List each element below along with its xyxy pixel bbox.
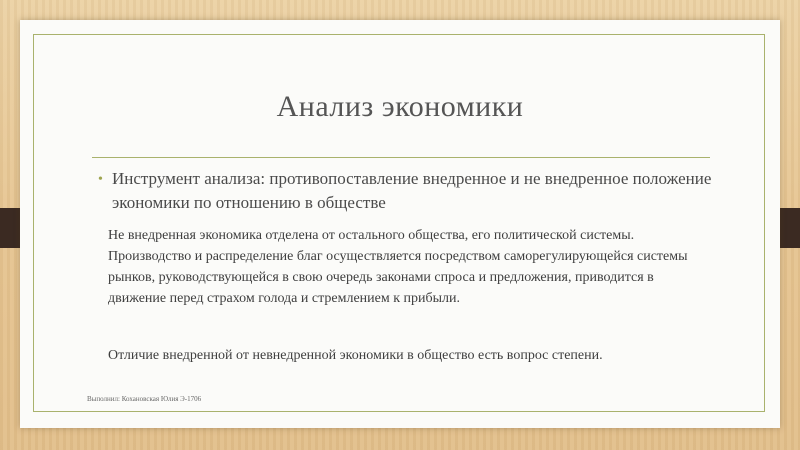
paragraph-1: Не внедренная экономика отделена от остального общества, его политической системы. Производство и распределение благ осуществляется посредством саморегулирующейся системы рынков, руководствующейся в свою очередь законами спроса и предложения, приводится в движение перед страхом голода и стремлением к прибыли. bbox=[108, 228, 688, 306]
bullet-item bbox=[98, 167, 738, 215]
paragraph-2: Отличие внедренной от невнедренной экономики в общество есть вопрос степени. bbox=[108, 348, 603, 363]
bullet-text: Инструмент анализа: противопоставление внедренное и не внедренное положение экономики по отношению в обществе bbox=[112, 169, 712, 212]
bullet-icon: • bbox=[98, 172, 103, 187]
slide bbox=[20, 20, 780, 428]
slide-title: Анализ экономики bbox=[276, 90, 524, 123]
right-side-bar bbox=[780, 208, 800, 248]
title-divider bbox=[92, 157, 710, 158]
author-footer: Выполнил: Кохановская Юлия Э-1706 bbox=[87, 395, 202, 403]
left-side-bar bbox=[0, 208, 20, 248]
